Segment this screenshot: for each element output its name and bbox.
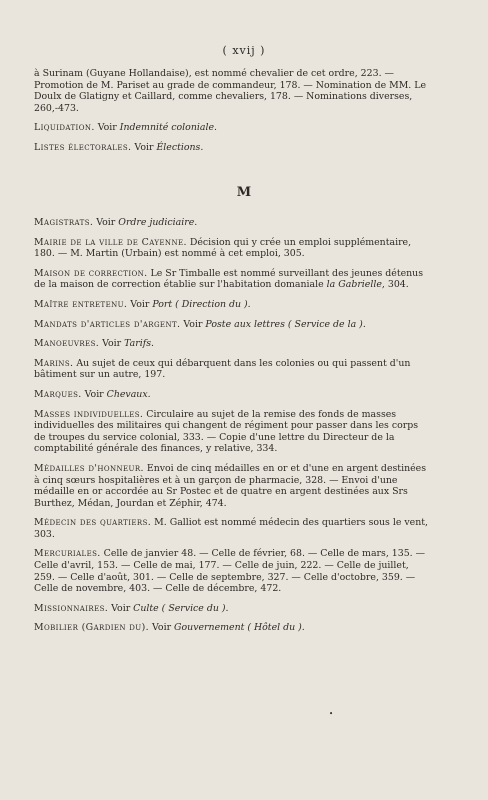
- entry-medecin: [34, 517, 432, 540]
- entry-keyword: Liquidation.: [34, 122, 95, 134]
- top-entries: [34, 68, 432, 162]
- entry-reference: Indemnité coloniale.: [119, 122, 217, 134]
- entry-text: Au sujet de ceux qui débarquent dans les colonies ou qui passent d'un bâtiment sur un autre, 197.: [34, 357, 411, 381]
- entry-text: à Surinam (Guyane Hollandaise), est nommé chevalier de cet ordre, 223. — Promotion de M. Pariset au grade de commandeur, 178. — Nomination de MM. Le Doulx de Glatigny et Caillard, comme chevaliers, 178. — Nominations diverses, 260,-473.: [34, 68, 427, 114]
- entry-keyword: Mercuriales.: [34, 548, 101, 560]
- entry-keyword: Maison de correction.: [34, 267, 148, 279]
- entry-reference: Poste aux lettres ( Service de la ).: [205, 318, 366, 330]
- entry-reference: Tarifs.: [124, 338, 154, 350]
- entry-masses-individuelles: [34, 409, 432, 455]
- entry-keyword: Médecin des quartiers.: [34, 517, 152, 529]
- entry-liquidation: [34, 122, 432, 134]
- entry-reference: Gouvernement ( Hôtel du ).: [174, 622, 305, 634]
- entry-medailles: [34, 463, 432, 509]
- entry-keyword: Manoeuvres.: [34, 338, 100, 350]
- entry-text: Voir: [131, 141, 157, 153]
- entry-marins: [34, 358, 432, 381]
- entry-text: Voir: [180, 318, 206, 330]
- entry-marques: [34, 389, 432, 401]
- entry-tail: , 304.: [381, 279, 409, 291]
- entry-mandats: [34, 319, 432, 331]
- entry-reference: Ordre judiciaire.: [118, 217, 198, 228]
- entry-keyword: Mobilier (Gardien du).: [34, 622, 150, 634]
- entry-reference: la Gabrielle: [326, 279, 382, 291]
- entry-maison-de-correction: [34, 268, 432, 291]
- entry-mairie: [34, 237, 432, 260]
- entry-keyword: Mandats d'articles d'argent.: [34, 318, 181, 330]
- entry-listes-electorales: [34, 142, 432, 154]
- entry-reference: Port ( Direction du ).: [152, 298, 251, 310]
- entry-keyword: Marques.: [34, 388, 82, 400]
- entry-text: Voir: [127, 298, 153, 310]
- entry-reference: Culte ( Service du ).: [133, 602, 229, 614]
- entry-keyword: Magistrats.: [34, 217, 94, 228]
- entry-text: Envoi de cinq médailles en or et d'une en argent destinées à cinq sœurs hospitalières et à un garçon de pharmacie, 328. — Envoi d'une médaille en or accordée au Sr Postec et de quatre en argent destinées aux Srs Burthez, Médan, Jourdan et Zéphir, 474.: [34, 462, 427, 509]
- entry-missionnaires: [34, 603, 432, 615]
- entry-keyword: Médailles d'honneur.: [34, 462, 144, 474]
- entry-text: Voir: [94, 122, 120, 134]
- entry-mercuriales: [34, 548, 432, 594]
- section-letter: M: [236, 185, 252, 200]
- entry-text: Voir: [81, 388, 107, 400]
- entry-keyword: Mairie de la ville de Cayenne.: [34, 236, 187, 248]
- entry-keyword: Masses individuelles.: [34, 408, 144, 420]
- entry-manoeuvres: [34, 338, 432, 350]
- entry-text: Celle de janvier 48. — Celle de février, 68. — Celle de mars, 135. — Celle d'avril, 153. — Celle de mai, 177. — Celle de juin, 222. — Celle de juillet, 259. — Celle d'août, 301. — Celle de septembre, 327. — Celle d'octobre, 359. — Celle de novembre, 403. — Celle de décembre, 472.: [34, 548, 426, 595]
- bottom-mark: •: [329, 710, 334, 718]
- entry-text: Circulaire au sujet de la remise des fonds de masses individuelles des militaires qui changent de régiment pour passer dans les corps de troupes du service colonial, 333. — Copie d'une lettre du Directeur de la comptabilité générale des finances, y relative, 334.: [34, 408, 419, 455]
- entry-text: Voir: [93, 217, 119, 228]
- entry-keyword: Marins.: [34, 357, 74, 369]
- entry-text: Voir: [108, 602, 134, 614]
- entry-keyword: Missionnaires.: [34, 602, 109, 614]
- entry-maitre-entretenu: [34, 299, 432, 311]
- entry-text: Le Sr Timballe est nommé surveillant des jeunes détenus de la maison de correction établie sur l'habitation domaniale: [34, 267, 424, 291]
- entry-text: Décision qui y crée un emploi supplémentaire, 180. — M. Martin (Urbain) est nommé à cet emploi, 305.: [34, 236, 412, 260]
- page-header: ( xvij ): [222, 44, 266, 57]
- entry-mobilier: [34, 622, 432, 634]
- m-entries: [34, 217, 432, 642]
- entry-keyword: Listes électorales.: [34, 141, 132, 153]
- entry-magistrats: [34, 217, 432, 229]
- entry-text: M. Galliot est nommé médecin des quartiers sous le vent, 303.: [34, 517, 429, 540]
- entry-reference: Chevaux.: [106, 388, 151, 400]
- entry-text: Voir: [99, 338, 125, 350]
- entry-continuation: [34, 68, 432, 114]
- entry-text: Voir: [149, 622, 175, 634]
- entry-reference: Élections.: [156, 141, 204, 153]
- entry-keyword: Maître entretenu.: [34, 298, 128, 310]
